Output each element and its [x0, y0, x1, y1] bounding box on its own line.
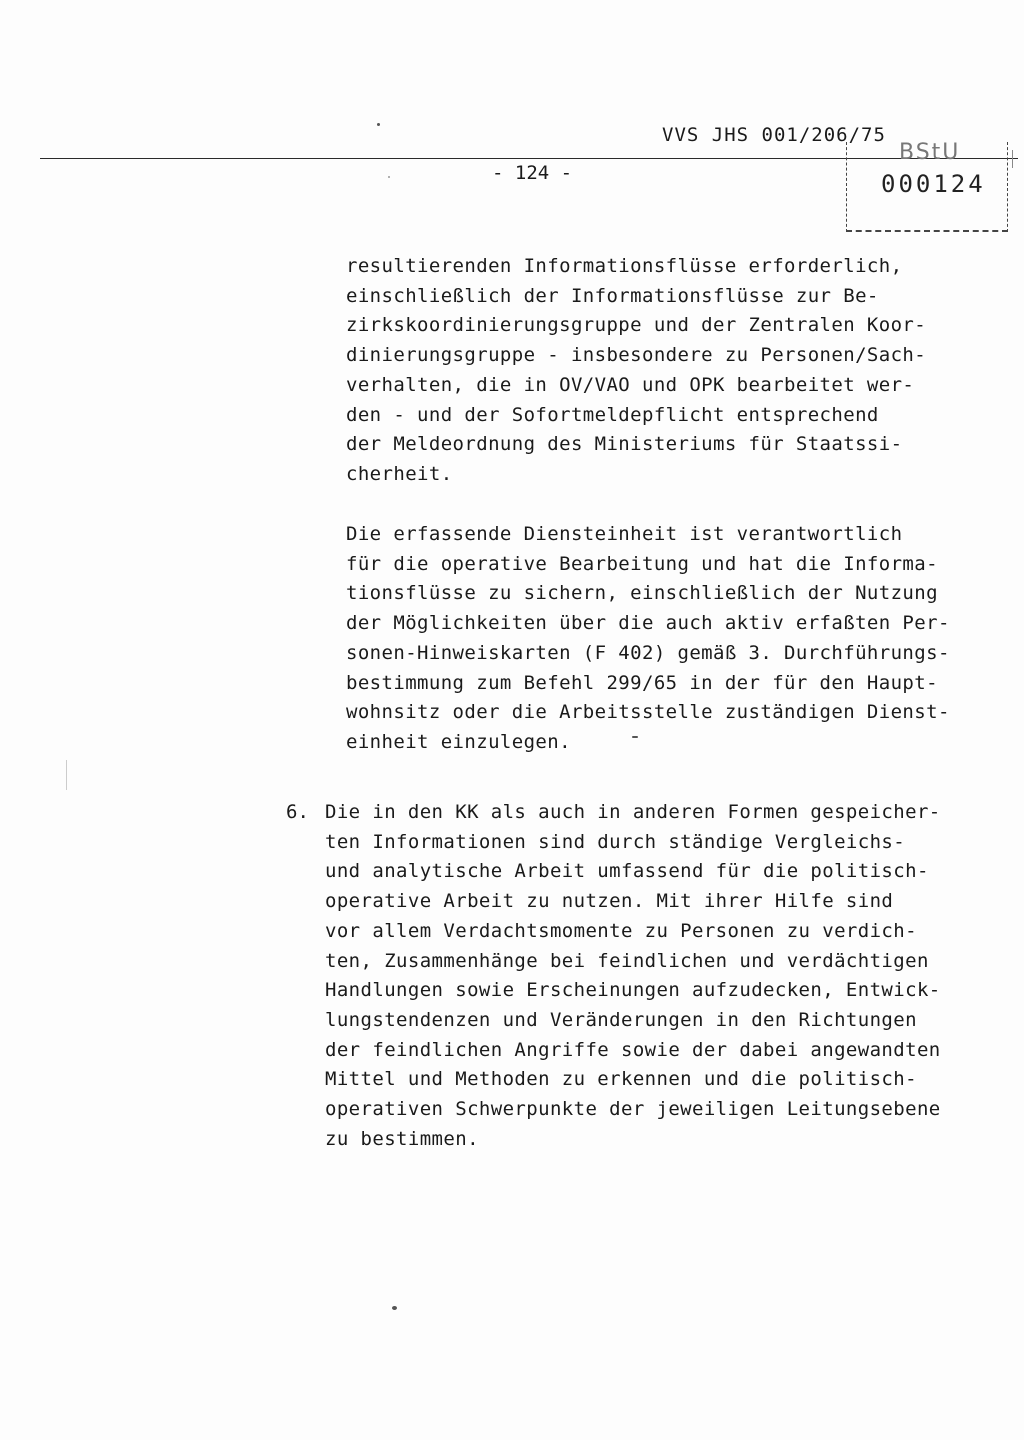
- paragraph-responsibility: [346, 520, 950, 758]
- text-line: dinierungsgruppe - insbesondere zu Personen/Sach-: [346, 344, 927, 367]
- text-line: der Meldeordnung des Ministeriums für Staatssi-: [346, 433, 903, 456]
- stamp-number: 000124: [881, 170, 986, 198]
- text-line: cherheit.: [346, 462, 453, 485]
- text-line: vor allem Verdachtsmomente zu Personen zu verdich-: [325, 919, 917, 942]
- text-line: tionsflüsse zu sichern, einschließlich der Nutzung: [346, 582, 938, 605]
- text-line: zirkskoordinierungsgruppe und der Zentralen Koor-: [346, 314, 927, 337]
- text-line: einheit einzulegen.: [346, 730, 571, 753]
- text-line: Handlungen sowie Erscheinungen aufzudecken, Entwick-: [325, 979, 941, 1002]
- text-line: verhalten, die in OV/VAO und OPK bearbeitet wer-: [346, 373, 915, 396]
- text-line: bestimmung zum Befehl 299/65 in der für den Haupt-: [346, 671, 938, 694]
- scan-speck: [66, 760, 67, 790]
- text-line: einschließlich der Informationsflüsse zur Be-: [346, 284, 879, 307]
- scan-speck: [632, 736, 638, 738]
- text-line: sonen-Hinweiskarten (F 402) gemäß 3. Durchführungs-: [346, 641, 950, 664]
- text-line: resultierenden Informationsflüsse erforderlich,: [346, 255, 903, 277]
- paragraph-item-6: [325, 798, 941, 1154]
- text-line: und analytische Arbeit umfassend für die politisch-: [325, 860, 929, 883]
- text-line: wohnsitz oder die Arbeitsstelle zuständigen Dienst-: [346, 701, 950, 724]
- text-line: zu bestimmen.: [325, 1127, 479, 1150]
- text-line: Die erfassende Diensteinheit ist verantwortlich: [346, 523, 903, 545]
- text-line: Die in den KK als auch in anderen Formen gespeicher-: [325, 801, 941, 823]
- item-number: 6.: [286, 801, 309, 823]
- text-line: ten Informationen sind durch ständige Vergleichs-: [325, 830, 906, 853]
- text-line: Mittel und Methoden zu erkennen und die politisch-: [325, 1068, 917, 1091]
- scan-speck: [388, 176, 390, 178]
- text-line: ten, Zusammenhänge bei feindlichen und verdächtigen: [325, 949, 929, 972]
- text-line: operative Arbeit zu nutzen. Mit ihrer Hilfe sind: [325, 890, 894, 913]
- document-reference: VVS JHS 001/206/75: [662, 124, 886, 146]
- page-number: - 124 -: [492, 162, 573, 184]
- text-line: den - und der Sofortmeldepflicht entsprechend: [346, 403, 879, 426]
- scan-speck: [392, 1306, 397, 1310]
- paragraph-continuation: [346, 252, 926, 490]
- text-line: der feindlichen Angriffe sowie der dabei angewandten: [325, 1038, 941, 1061]
- scan-speck: [1012, 150, 1013, 168]
- stamp-label: BStU: [899, 140, 961, 165]
- text-line: operativen Schwerpunkte der jeweiligen Leitungsebene: [325, 1098, 941, 1121]
- archive-stamp: [846, 142, 1008, 232]
- text-line: der Möglichkeiten über die auch aktiv erfaßten Per-: [346, 612, 950, 635]
- scan-speck: [377, 123, 380, 126]
- text-line: lungstendenzen und Veränderungen in den Richtungen: [325, 1008, 917, 1031]
- text-line: für die operative Bearbeitung und hat die Informa-: [346, 552, 938, 575]
